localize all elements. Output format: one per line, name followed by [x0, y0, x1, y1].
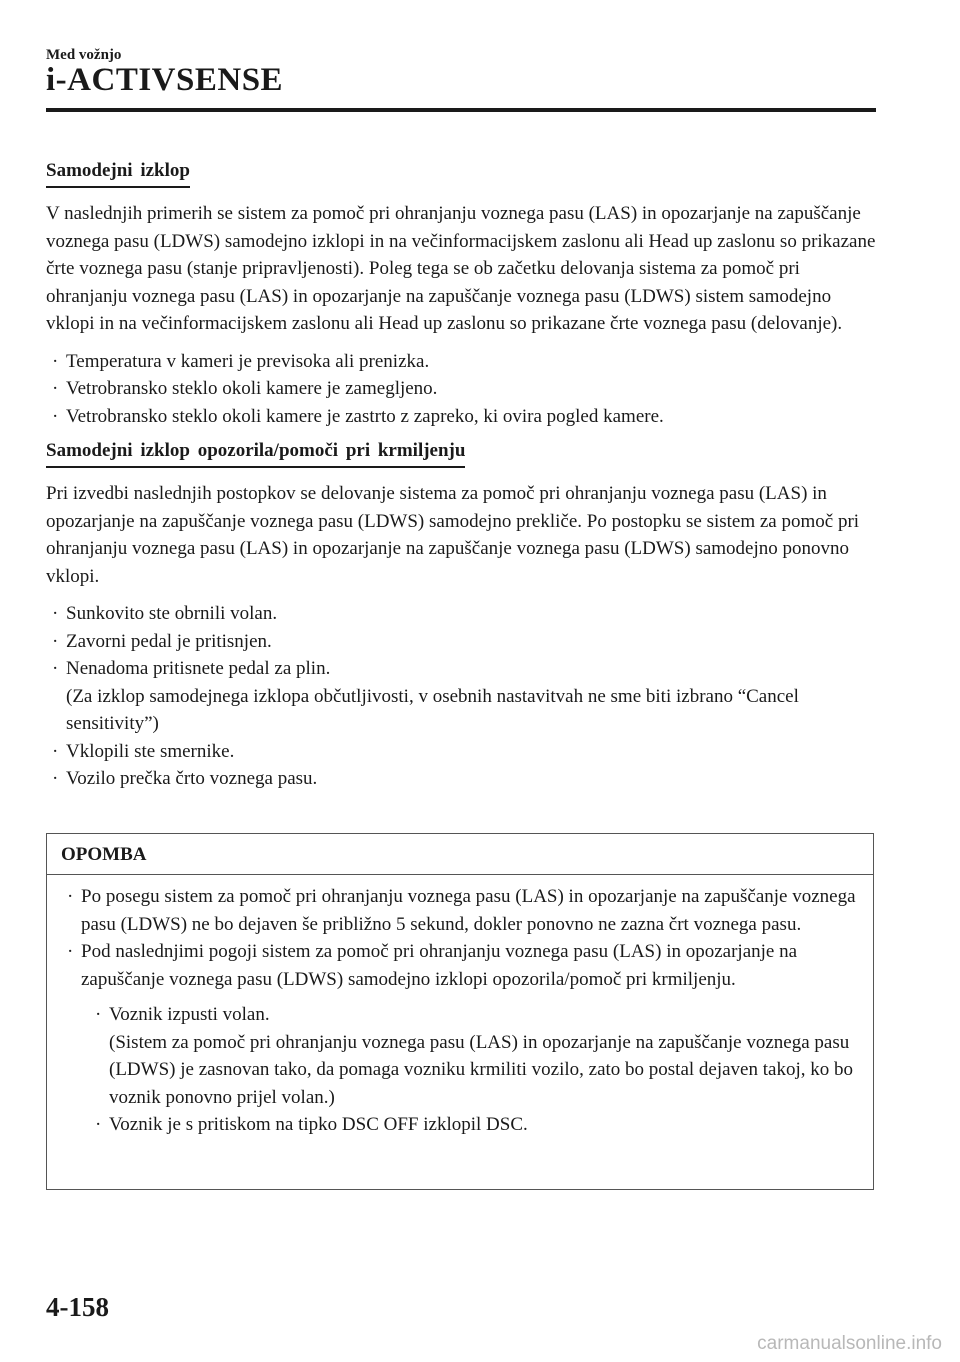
list-item-text: Vozilo prečka črto voznega pasu.: [66, 768, 318, 789]
header-rule: [46, 108, 876, 112]
section-title-steering-assist-off: Samodejni izklop opozorila/pomoči pri krmiljenju: [46, 440, 465, 468]
page-title: i-ACTIVSENSE: [46, 62, 284, 98]
note-box: [46, 833, 874, 1190]
watermark: carmanualsonline.info: [757, 1333, 942, 1354]
list-item-text: Vetrobransko steklo okoli kamere je zamegljeno.: [66, 378, 438, 399]
list-item: [46, 738, 886, 766]
note-body: [47, 875, 873, 1139]
section2-bullet-list: [46, 600, 886, 793]
bullet-icon: ·: [95, 1114, 102, 1135]
bullet-icon: ·: [52, 350, 59, 372]
bullet-icon: ·: [52, 603, 59, 624]
section1-bullet-list: [46, 348, 886, 431]
bullet-icon: ·: [67, 941, 74, 962]
bullet-icon: ·: [67, 886, 74, 907]
bullet-icon: ·: [52, 405, 59, 427]
list-item: [89, 1001, 859, 1111]
bullet-icon: ·: [95, 1004, 102, 1025]
list-item: [46, 403, 886, 431]
list-item: [46, 600, 886, 628]
bullet-icon: ·: [52, 378, 59, 399]
list-item-text: Sunkovito ste obrnili volan.: [66, 603, 278, 624]
main-content: [46, 160, 886, 793]
list-item-text: Pod naslednjimi pogoji sistem za pomoč pri ohranjanju voznega pasu (LAS) in opozarjanje na zapuščanje voznega pasu (LDWS) samodejno izklopi opozorila/pomoč pri krmiljenju.: [81, 941, 798, 990]
list-item-text: Temperatura v kameri je previsoka ali prenizka.: [66, 350, 430, 372]
list-item-text: Po posegu sistem za pomoč pri ohranjanju voznega pasu (LAS) in opozarjanje na zapuščanje voznega pasu (LDWS) ne bo dejaven še približno 5 sekund, dokler ponovno ne zazna črt voznega pasu.: [81, 886, 856, 935]
section1-paragraph: V naslednjih primerih se sistem za pomoč pri ohranjanju voznega pasu (LAS) in opozarjanje na zapuščanje voznega pasu (LDWS) samodejno izklopi in na večinformacijskem zaslonu ali Head up zaslonu so prikazane črte voznega pasu (stanje pripravljenosti). Poleg tega se ob začetku delovanja sistema za pomoč pri ohranjanju voznega pasu (LAS) in opozarjanje na zapuščanje voznega pasu (LDWS) sistem samodejno vklopi in na večinformacijskem zaslonu ali Head up zaslonu so prikazane črte voznega pasu (delovanje).: [46, 203, 876, 334]
list-item: [46, 348, 886, 376]
list-item-note: (Sistem za pomoč pri ohranjanju voznega pasu (LAS) in opozarjanje na zapuščanje voznega pasu (LDWS) je zasnovan tako, da pomaga vozniku krmiliti vozilo, zato bo postal dejaven takoj, ko bo voznik ponovno prijel volan.): [109, 1031, 853, 1108]
section2-paragraph: Pri izvedbi naslednjih postopkov se delovanje sistema za pomoč pri ohranjanju voznega pasu (LAS) in opozarjanje na zapuščanje voznega pasu (LDWS) samodejno prekliče. Po postopku se sistem za pomoč pri ohranjanju voznega pasu (LAS) in opozarjanje na zapuščanje voznega pasu (LDWS) samodejno ponovno vklopi.: [46, 483, 860, 587]
bullet-icon: ·: [52, 768, 59, 789]
list-item-text: Vetrobransko steklo okoli kamere je zastrto z zapreko, ki ovira pogled kamere.: [66, 405, 664, 427]
note-heading: OPOMBA: [47, 834, 873, 875]
note-subbullet-list: [61, 1001, 859, 1139]
bullet-icon: ·: [52, 658, 59, 679]
list-item: [46, 655, 886, 738]
list-item-note: (Za izklop samodejnega izklopa občutljivosti, v osebnih nastavitvah ne sme biti izbrano “Cancel sensitivity”): [66, 685, 799, 734]
list-item-text: Nenadoma pritisnete pedal za plin.: [66, 658, 331, 679]
bullet-icon: ·: [52, 630, 59, 652]
list-item: [61, 938, 859, 993]
list-item-text: Zavorni pedal je pritisnjen.: [66, 630, 272, 652]
list-item: [46, 375, 886, 403]
section-title-auto-off: Samodejni izklop: [46, 160, 190, 188]
list-item: [89, 1111, 859, 1139]
list-item: [46, 628, 886, 656]
page-number: 4-158: [46, 1292, 109, 1322]
section-label: Med vožnjo: [46, 47, 122, 63]
list-item-text: Voznik je s pritiskom na tipko DSC OFF izklopil DSC.: [109, 1114, 528, 1135]
list-item-text: Vklopili ste smernike.: [66, 740, 235, 762]
note-bullet-list: [61, 883, 859, 993]
list-item: [46, 765, 886, 793]
list-item: [61, 883, 859, 938]
bullet-icon: ·: [52, 740, 59, 762]
list-item-text: Voznik izpusti volan.: [109, 1004, 270, 1025]
